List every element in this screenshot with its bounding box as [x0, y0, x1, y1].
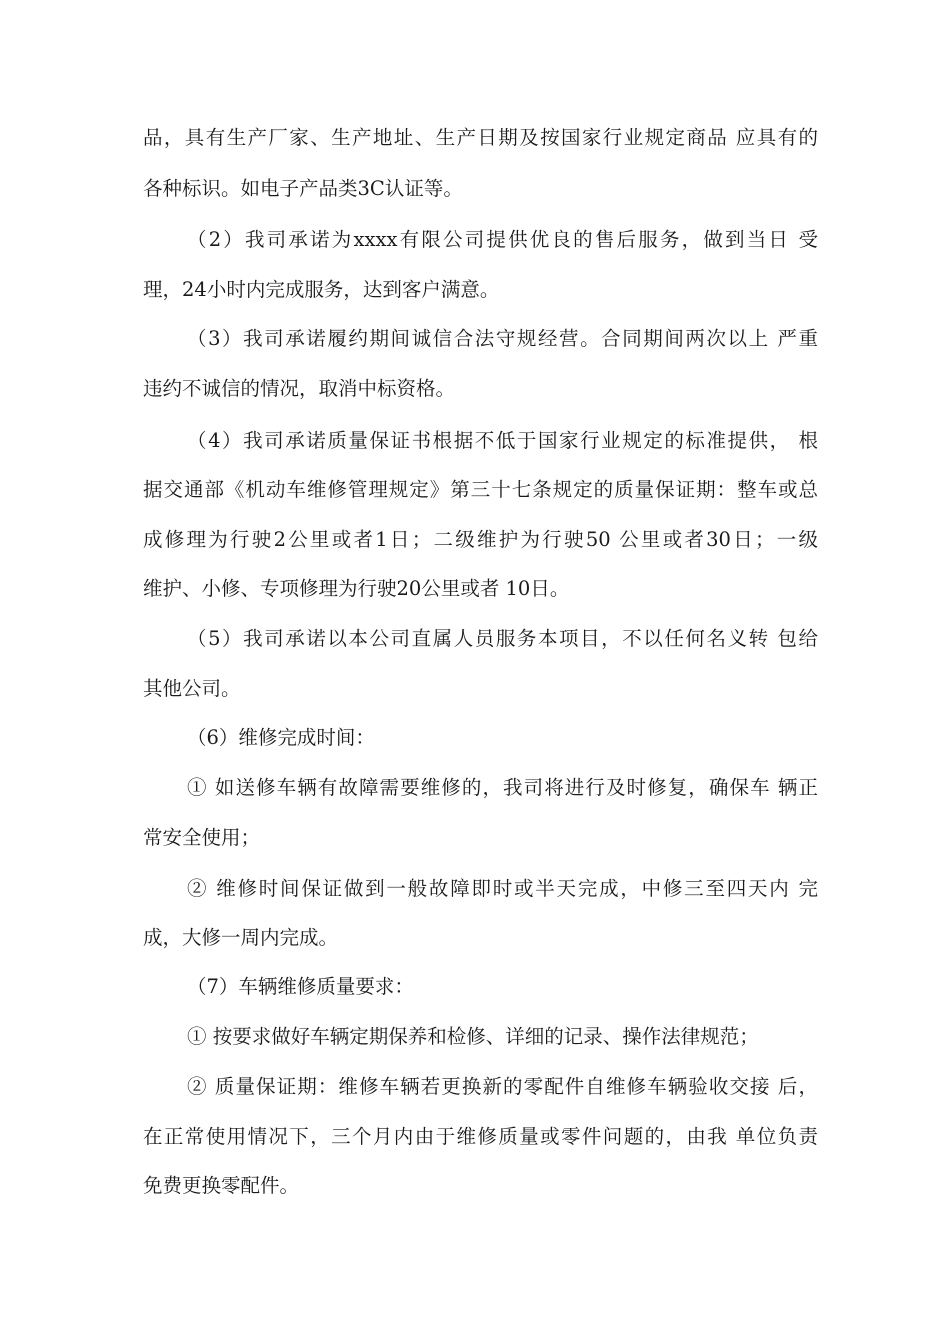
- text-line: 免费更换零配件。: [143, 1174, 300, 1197]
- text-line: （7）车辆维修质量要求：: [187, 975, 414, 998]
- text-line: 据交通部《机动车维修管理规定》第三十七条规定的质量保证期：整车或总: [143, 478, 818, 501]
- text-line: ① 如送修车辆有故障需要维修的，我司将进行及时修复，确保车 辆正: [187, 776, 818, 799]
- text-line: （5）我司承诺以本公司直属人员服务本项目，不以任何名义转 包给: [187, 627, 818, 650]
- text-line: （6）维修完成时间：: [187, 726, 375, 749]
- text-line: 其他公司。: [143, 677, 241, 700]
- text-line: （4）我司承诺质量保证书根据不低于国家行业规定的标准提供， 根: [187, 429, 818, 452]
- text-line: ① 按要求做好车辆定期保养和检修、详细的记录、操作法律规范；: [187, 1025, 759, 1048]
- text-line: 成修理为行驶2公里或者1日；二级维护为行驶50 公里或者30日；一级: [143, 528, 818, 551]
- text-line: 违约不诚信的情况，取消中标资格。: [143, 377, 456, 400]
- text-line: 品，具有生产厂家、生产地址、生产日期及按国家行业规定商品 应具有的: [143, 126, 818, 149]
- text-line: 常安全使用；: [143, 826, 261, 849]
- text-line: 理，24小时内完成服务，达到客户满意。: [143, 278, 500, 301]
- text-line: （3）我司承诺履约期间诚信合法守规经营。合同期间两次以上 严重: [187, 327, 818, 350]
- text-line: ② 质量保证期：维修车辆若更换新的零配件自维修车辆验收交接 后，: [187, 1075, 818, 1098]
- text-line: 各种标识。如电子产品类3C认证等。: [143, 177, 463, 200]
- text-line: 维护、小修、专项修理为行驶20公里或者 10日。: [143, 577, 570, 600]
- text-line: （2）我司承诺为xxxx有限公司提供优良的售后服务，做到当日 受: [187, 228, 818, 251]
- text-line: 成，大修一周内完成。: [143, 926, 339, 949]
- text-line: ② 维修时间保证做到一般故障即时或半天完成，中修三至四天内 完: [187, 877, 818, 900]
- text-line: 在正常使用情况下，三个月内由于维修质量或零件问题的，由我 单位负责: [143, 1125, 818, 1148]
